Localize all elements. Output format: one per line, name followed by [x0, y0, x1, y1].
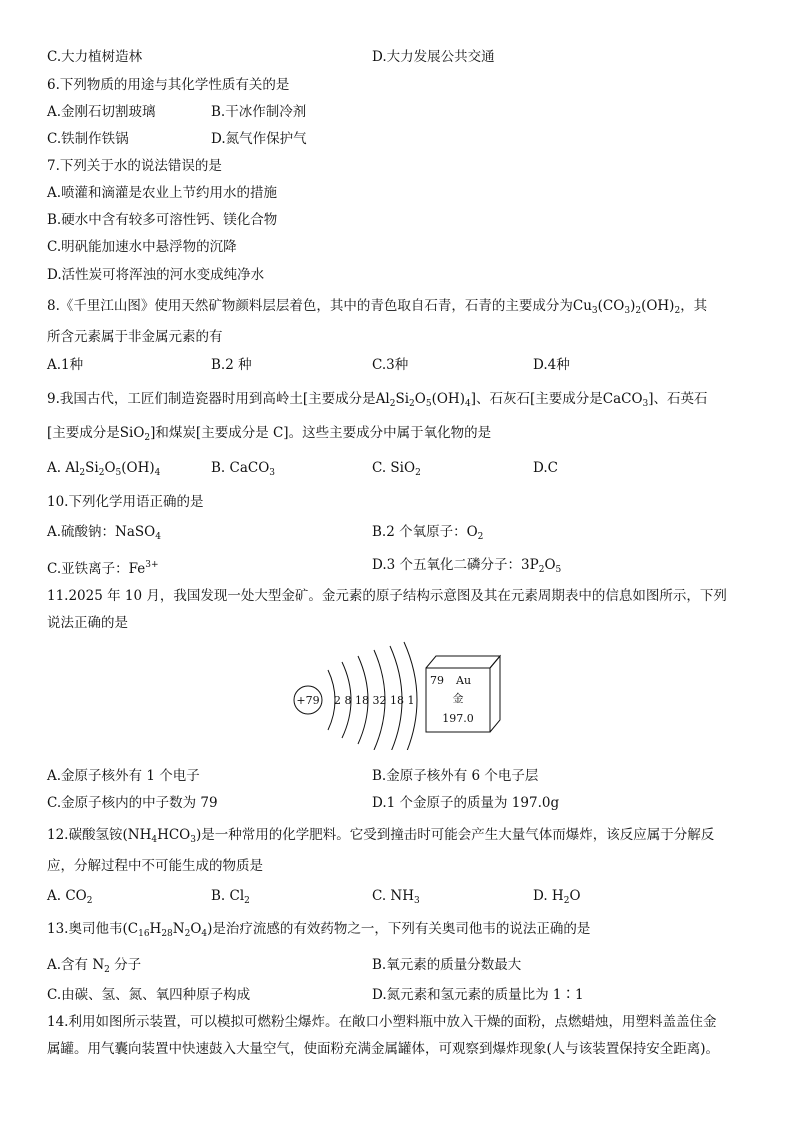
q9-option-d: D.C: [533, 460, 558, 476]
q9-stem-line1: [47, 390, 708, 413]
q13-option-b: B.氧元素的质量分数最大: [372, 957, 522, 973]
formula-malachite: $Cu_3(CO_3)_2(OH)_2$: [572, 298, 681, 316]
q9-stem-c: ]、石英石: [648, 391, 708, 407]
q10-stem: 10.下列化学用语正确的是: [47, 494, 204, 510]
q9-stem-a: 9.我国古代，工匠们制造瓷器时用到高岭土[主要成分是: [47, 391, 376, 407]
gold-atom-figure: [290, 640, 510, 750]
q9-option-a-label: A.: [47, 460, 62, 476]
q11-stem-line1: 11.2025 年 10 月，我国发现一处大型金矿。金元素的原子结构示意图及其在元素周期表中的信息如图所示，下列: [47, 588, 727, 604]
q12-option-a-label: A.: [47, 888, 62, 904]
element-name: 金: [452, 692, 464, 705]
q6-stem: 6.下列物质的用途与其化学性质有关的是: [47, 77, 290, 93]
q9-option-b: B. CaCO$_3$: [211, 460, 276, 478]
q7-option-c: C.明矾能加速水中悬浮物的沉降: [47, 239, 237, 255]
q6-option-d: D.氮气作保护气: [211, 131, 307, 147]
q9-option-a: A. $Al_2Si_2O_5(OH)_4$: [47, 460, 161, 478]
q12-stem-a: 12.碳酸氢铵: [47, 827, 123, 843]
q7-option-b: B.硬水中含有较多可溶性钙、镁化合物: [47, 212, 278, 228]
formula-sio2: SiO$_2$: [119, 425, 151, 443]
q10-option-b-label: B.2 个氧原子：: [372, 524, 467, 540]
q13-stem-b: 是治疗流感的有效药物之一，下列有关奥司他韦的说法正确的是: [212, 921, 591, 937]
q6-option-a: A.金刚石切割玻璃: [47, 104, 156, 120]
q11-stem-line2: 说法正确的是: [47, 615, 128, 631]
q5-option-c: C.大力植树造林: [47, 49, 143, 65]
q7-option-a: A.喷灌和滴灌是农业上节约用水的措施: [47, 185, 278, 201]
element-symbol: Au: [456, 674, 472, 687]
q13-option-c: C.由碳、氢、氮、氧四种原子构成: [47, 987, 251, 1003]
q8-stem-line2: 所含元素属于非金属元素的有: [47, 329, 223, 345]
q13-option-a-label: A.含有: [47, 957, 89, 973]
shell-electrons: 2 8 18 32 18 1: [334, 694, 415, 707]
q13-option-d: D.氮元素和氢元素的质量比为 1∶1: [372, 987, 584, 1003]
q5-option-d: D.大力发展公共交通: [372, 49, 495, 65]
formula-nh4hco3: $(NH_4HCO_3)$: [122, 827, 202, 845]
q12-option-d: D. $H_2O$: [533, 888, 581, 906]
q10-option-d-label: D.3 个五氧化二磷分子：: [372, 557, 522, 573]
q9-option-b-label: B.: [211, 460, 226, 476]
q8-option-b: B.2 种: [211, 357, 252, 373]
q11-option-b: B.金原子核外有 6 个电子层: [372, 768, 539, 784]
q12-option-c-label: C.: [372, 888, 387, 904]
q6-option-c: C.铁制作铁锅: [47, 131, 129, 147]
q8-stem-line1: [47, 297, 707, 320]
q10-option-c: C.亚铁离子：$Fe^{3+}$: [47, 560, 159, 577]
q8-option-c: C.3种: [372, 357, 409, 373]
q8-stem-text: 8.《千里江山图》使用天然矿物颜料层层着色，其中的青色取自石青，石青的主要成分为: [47, 298, 573, 314]
formula-caco3: CaCO$_3$: [602, 391, 649, 409]
q13-stem: [47, 920, 590, 943]
q12-stem-b: 是一种常用的化学肥料。它受到撞击时可能会产生大量气体而爆炸，该反应属于分解反: [201, 827, 715, 843]
q8-option-d: D.4种: [533, 357, 570, 373]
q7-option-d: D.活性炭可将浑浊的河水变成纯净水: [47, 267, 265, 283]
q9-stem-d: [主要成分是: [47, 425, 120, 441]
formula-oseltamivir: $(C_{16}H_{28}N_2O_4)$: [122, 921, 213, 939]
atomic-mass: 197.0: [442, 712, 474, 725]
q12-option-c: C. $NH_3$: [372, 888, 420, 906]
q12-stem-line2: 应，分解过程中不可能生成的物质是: [47, 858, 263, 874]
q10-option-c-label: C.亚铁离子：: [47, 561, 129, 577]
atomic-number: 79: [430, 674, 444, 687]
q12-option-a: A. $CO_2$: [47, 888, 93, 906]
q12-stem-line1: [47, 826, 714, 849]
q14-stem-line1: 14.利用如图所示装置，可以模拟可燃粉尘爆炸。在敞口小塑料瓶中放入干燥的面粉，点燃蜡烛，用塑料盖盖住金: [47, 1014, 717, 1030]
q13-stem-a: 13.奥司他韦: [47, 921, 123, 937]
q6-option-b: B.干冰作制冷剂: [211, 104, 307, 120]
q12-option-d-label: D.: [533, 888, 548, 904]
q10-option-a: A.硫酸钠：NaSO$_4$: [47, 524, 161, 542]
q12-option-b-label: B.: [211, 888, 226, 904]
formula-kaolin: $Al_2Si_2O_5(OH)_4$: [375, 391, 471, 409]
q8-option-a: A.1种: [47, 357, 84, 373]
q8-stem-end: ，其: [680, 298, 708, 314]
q14-stem-line2: 属罐。用气囊向装置中快速鼓入大量空气，使面粉充满金属罐体，可观察到爆炸现象(人与该装置保持安全距离)。: [47, 1041, 720, 1057]
q10-option-d: D.3 个五氧化二磷分子：$3P_2O_5$: [372, 557, 562, 575]
q13-option-a-end: 分子: [114, 957, 142, 973]
nucleus-charge: +79: [296, 694, 320, 707]
q11-option-c: C.金原子核内的中子数为 79: [47, 795, 218, 811]
q10-option-b: B.2 个氧原子：$O_2$: [372, 524, 484, 542]
q7-stem: 7.下列关于水的说法错误的是: [47, 158, 222, 174]
q9-stem-e: ]和煤炭[主要成分是 C]。这些主要成分中属于氧化物的是: [150, 425, 492, 441]
q11-option-a: A.金原子核外有 1 个电子: [47, 768, 200, 784]
q11-option-d: D.1 个金原子的质量为 197.0g: [372, 795, 560, 811]
q13-option-a: A.含有 $N_2$ 分子: [47, 957, 142, 975]
q12-option-b: B. $Cl_2$: [211, 888, 250, 906]
q9-stem-b: ]、石灰石[主要成分是: [470, 391, 603, 407]
q9-stem-line2: [47, 424, 491, 447]
q9-option-c-label: C.: [372, 460, 387, 476]
q9-option-c: C. SiO$_2$: [372, 460, 421, 478]
q10-option-a-label: A.硫酸钠：: [47, 524, 116, 540]
